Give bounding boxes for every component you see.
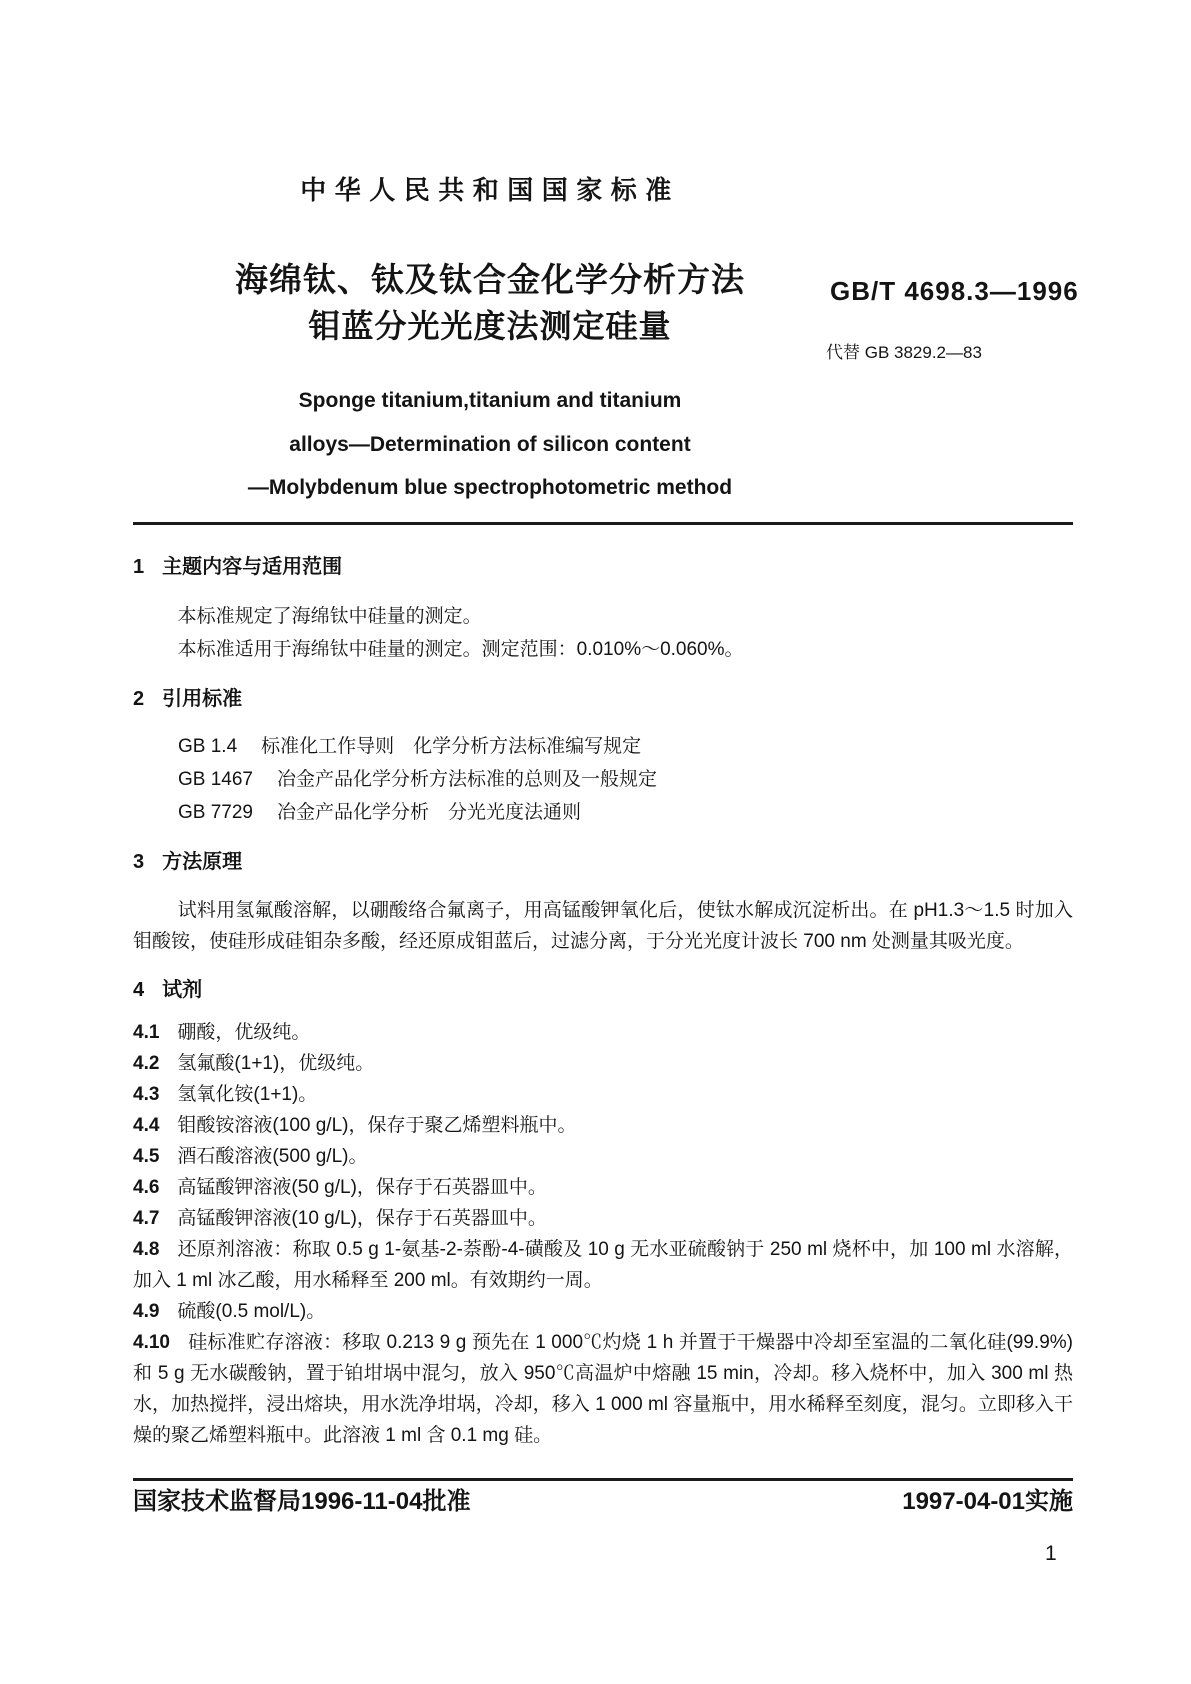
reagent-number: 4.6: [133, 1177, 160, 1198]
reference-item: [178, 730, 1073, 763]
section-3-number: 3: [133, 851, 145, 873]
national-standard-header: 中华人民共和国国家标准: [300, 175, 680, 205]
english-title-line3: —Molybdenum blue spectrophotometric method: [247, 476, 733, 499]
reagent-number: 4.9: [133, 1301, 160, 1322]
reagent-text: 钼酸铵溶液(100 g/L)，保存于聚乙烯塑料瓶中。: [177, 1115, 577, 1136]
reagent-item-4-8: [133, 1234, 1073, 1296]
reference-code: GB 7729: [178, 802, 253, 823]
reference-list: [133, 730, 1073, 829]
reagent-number: 4.10: [133, 1332, 170, 1353]
reagent-item-4-2: [133, 1048, 1073, 1079]
section-3-title: 方法原理: [162, 851, 243, 873]
reagent-number: 4.8: [133, 1239, 160, 1260]
reagent-number: 4.7: [133, 1208, 160, 1229]
reagent-text: 高锰酸钾溶液(50 g/L)，保存于石英器皿中。: [177, 1177, 547, 1198]
reference-item: [178, 763, 1073, 796]
standard-code: GB/T 4698.3—1996: [830, 276, 1079, 306]
reagent-number: 4.2: [133, 1053, 160, 1074]
reagent-item-4-10: [133, 1327, 1073, 1451]
reagent-item-4-1: [133, 1017, 1073, 1048]
title-zh-line2: 钼蓝分光光度法测定硅量: [308, 308, 672, 344]
reagent-text: 氢氧化铵(1+1)。: [177, 1084, 318, 1105]
section-1-number: 1: [133, 556, 145, 578]
section-2-number: 2: [133, 688, 145, 710]
reference-code: GB 1467: [178, 769, 253, 790]
reagent-number: 4.5: [133, 1146, 160, 1167]
reagent-item-4-7: [133, 1203, 1073, 1234]
reagent-text: 硼酸，优级纯。: [177, 1022, 311, 1043]
reference-title: 冶金产品化学分析 分光光度法通则: [277, 802, 582, 823]
section-3-heading: [133, 847, 1073, 877]
section-1-title: 主题内容与适用范围: [162, 556, 343, 578]
title-zh-line1: 海绵钛、钛及钛合金化学分析方法: [235, 261, 745, 298]
reference-title: 标准化工作导则 化学分析方法标准编写规定: [261, 736, 642, 757]
section-2-title: 引用标准: [162, 688, 243, 710]
reagent-item-4-9: [133, 1296, 1073, 1327]
footer-implementation: 1997-04-01实施: [902, 1488, 1073, 1515]
reagent-item-4-6: [133, 1172, 1073, 1203]
reagent-text: 还原剂溶液：称取 0.5 g 1-氨基-2-萘酚-4-磺酸及 10 g 无水亚硫酸钠于 250 ml 烧杯中，加 100 ml 水溶解，加入 1 ml 冰乙酸，用水稀释至 200 ml。有效期约一周。: [133, 1239, 1073, 1291]
section-3-principle-para: 试料用氢氟酸溶解，以硼酸络合氟离子，用高锰酸钾氧化后，使钛水解成沉淀析出。在 pH1.3～1.5 时加入钼酸铵，使硅形成硅钼杂多酸，经还原成钼蓝后，过滤分离，于分光光度计波长 700 nm 处测量其吸光度。: [133, 900, 1073, 952]
section-4-title: 试剂: [162, 979, 203, 1001]
reagent-number: 4.3: [133, 1084, 160, 1105]
supersedes-note: 代替 GB 3829.2—83: [826, 343, 982, 362]
page-number: 1: [1045, 1542, 1057, 1565]
footer-divider-rule: [133, 1478, 1073, 1481]
reagent-list: [133, 1017, 1073, 1451]
section-1-para-2: 本标准适用于海绵钛中硅量的测定。测定范围：0.010%～0.060%。: [177, 639, 744, 660]
reagent-text: 氢氟酸(1+1)，优级纯。: [177, 1053, 375, 1074]
reagent-number: 4.4: [133, 1115, 160, 1136]
reagent-text: 高锰酸钾溶液(10 g/L)，保存于石英器皿中。: [177, 1208, 547, 1229]
header-divider-rule: [133, 522, 1073, 525]
section-4-heading: [133, 975, 1073, 1005]
reagent-text: 硅标准贮存溶液：移取 0.213 9 g 预先在 1 000℃灼烧 1 h 并置于干燥器中冷却至室温的二氧化硅(99.9%)和 5 g 无水碳酸钠，置于铂坩埚中混匀，放入 950℃高温炉中熔融 15 min，冷却。移入烧杯中，加入 300 ml 热水，加热搅拌，浸出熔块，用水洗净坩埚，冷却，移入 1 000 ml 容量瓶中，用水稀释至刻度，混匀。立即移入干燥的聚乙烯塑料瓶中。此溶液 1 ml 含 0.1 mg 硅。: [133, 1332, 1073, 1446]
reference-title: 冶金产品化学分析方法标准的总则及一般规定: [277, 769, 658, 790]
section-1-heading: [133, 552, 1073, 582]
reference-code: GB 1.4: [178, 736, 238, 757]
reagent-item-4-4: [133, 1110, 1073, 1141]
section-4-number: 4: [133, 979, 145, 1001]
reagent-item-4-5: [133, 1141, 1073, 1172]
document-body: [133, 552, 1073, 1451]
section-2-heading: [133, 684, 1073, 714]
section-1-para-1: 本标准规定了海绵钛中硅量的测定。: [177, 606, 482, 627]
reagent-item-4-3: [133, 1079, 1073, 1110]
english-title-line1: Sponge titanium,titanium and titanium: [298, 389, 682, 412]
footer-approval: 国家技术监督局1996-11-04批准: [133, 1488, 471, 1515]
reagent-text: 硫酸(0.5 mol/L)。: [177, 1301, 326, 1322]
reference-item: [178, 796, 1073, 829]
english-title-line2: alloys—Determination of silicon content: [289, 433, 691, 456]
reagent-text: 酒石酸溶液(500 g/L)。: [177, 1146, 368, 1167]
footer: [133, 1487, 1073, 1517]
reagent-number: 4.1: [133, 1022, 160, 1043]
